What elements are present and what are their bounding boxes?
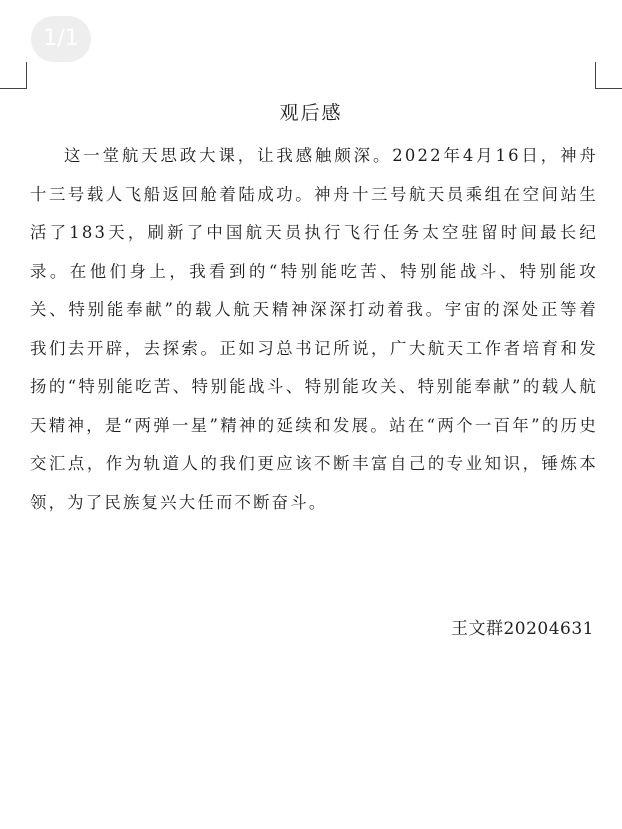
document-body: 这一堂航天思政大课，让我感触颇深。2022年4月16日，神舟十三号载人飞船返回舱着陆成功。神舟十三号航天员乘组在空间站生活了183天，刷新了中国航天员执行飞行任务太空驻留时间最长纪录。在他们身上，我看到的“特别能吃苦、特别能战斗、特别能攻关、特别能奉献”的载人航天精神深深打动着我。宇宙的深处正等着我们去开辟，去探索。正如习总书记所说，广大航天工作者培育和发扬的“特别能吃苦、特别能战斗、特别能攻关、特别能奉献”的载人航天精神，是“两弹一星”精神的延续和发展。站在“两个一百年”的历史交汇点，作为轨道人的我们更应该不断丰富自己的专业知识，锤炼本领，为了民族复兴大任而不断奋斗。 bbox=[30, 146, 598, 512]
author-signature: 王文群20204631 bbox=[450, 619, 594, 639]
margin-corner-mark-left bbox=[0, 62, 27, 89]
margin-corner-mark-right bbox=[595, 62, 622, 89]
page-indicator: 1/1 bbox=[31, 16, 91, 62]
document-title: 观后感 bbox=[279, 102, 343, 124]
